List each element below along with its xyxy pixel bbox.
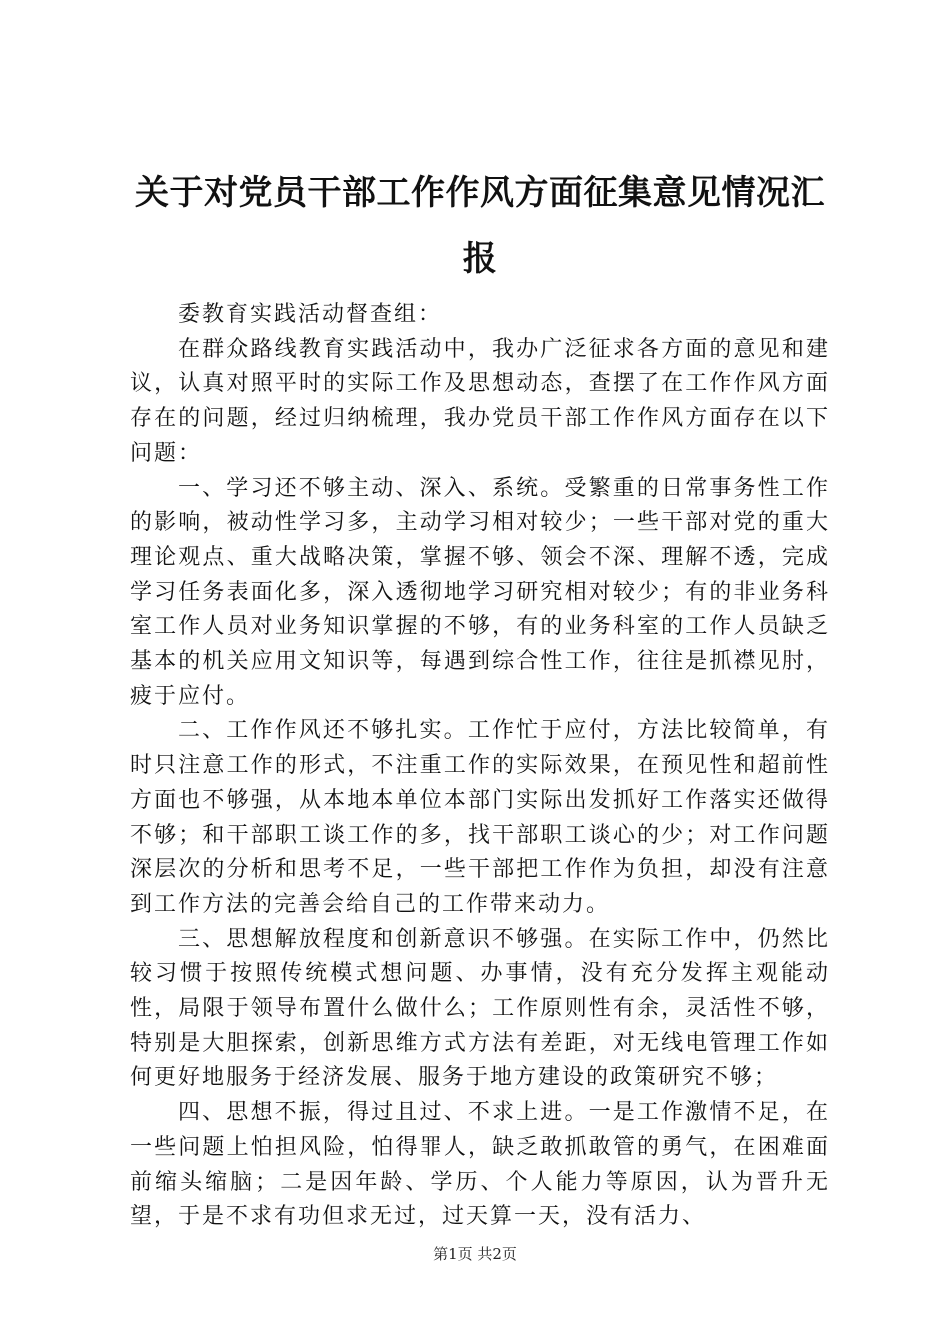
paragraph-issue-1: 一、学习还不够主动、深入、系统。受繁重的日常事务性工作的影响，被动性学习多，主动学习相对较少；一些干部对党的重大理论观点、重大战略决策，掌握不够、领会不深、理解不透，完成学习任务表面化多，深入透彻地学习研究相对较少；有的非业务科室工作人员对业务知识掌握的不够，有的业务科室的工作人员缺乏基本的机关应用文知识等，每遇到综合性工作，往往是抓襟见肘，疲于应付。 xyxy=(130,475,830,709)
document-body xyxy=(130,298,830,1235)
paragraph-issue-3: 三、思想解放程度和创新意识不够强。在实际工作中，仍然比较习惯于按照传统模式想问题、办事情，没有充分发挥主观能动性，局限于领导布置什么做什么；工作原则性有余，灵活性不够，特别是大胆探索，创新思维方式方法有差距，对无线电管理工作如何更好地服务于经济发展、服务于地方建设的政策研究不够； xyxy=(130,926,830,1091)
paragraph-issue-4: 四、思想不振，得过且过、不求上进。一是工作激情不足，在一些问题上怕担风险，怕得罪人，缺乏敢抓敢管的勇气，在困难面前缩头缩脑；二是因年龄、学历、个人能力等原因，认为晋升无望，于是不求有功但求无过，过天算一天，没有活力、 xyxy=(130,1100,830,1230)
document-title: 关于对党员干部工作作风方面征集意见情况汇报 xyxy=(135,173,825,279)
paragraph-issue-2: 二、工作作风还不够扎实。工作忙于应付，方法比较简单，有时只注意工作的形式，不注重工作的实际效果，在预见性和超前性方面也不够强，从本地本单位本部门实际出发抓好工作落实还做得不够；和干部职工谈工作的多，找干部职工谈心的少；对工作问题深层次的分析和思考不足，一些干部把工作作为负担，却没有注意到工作方法的完善会给自己的工作带来动力。 xyxy=(130,718,830,917)
paragraph-intro: 在群众路线教育实践活动中，我办广泛征求各方面的意见和建议，认真对照平时的实际工作及思想动态，查摆了在工作作风方面存在的问题，经过归纳梳理，我办党员干部工作作风方面存在以下问题： xyxy=(130,336,830,466)
salutation: 委教育实践活动督查组： xyxy=(178,302,443,327)
page-number-footer: 第1页 共2页 xyxy=(433,1245,517,1263)
